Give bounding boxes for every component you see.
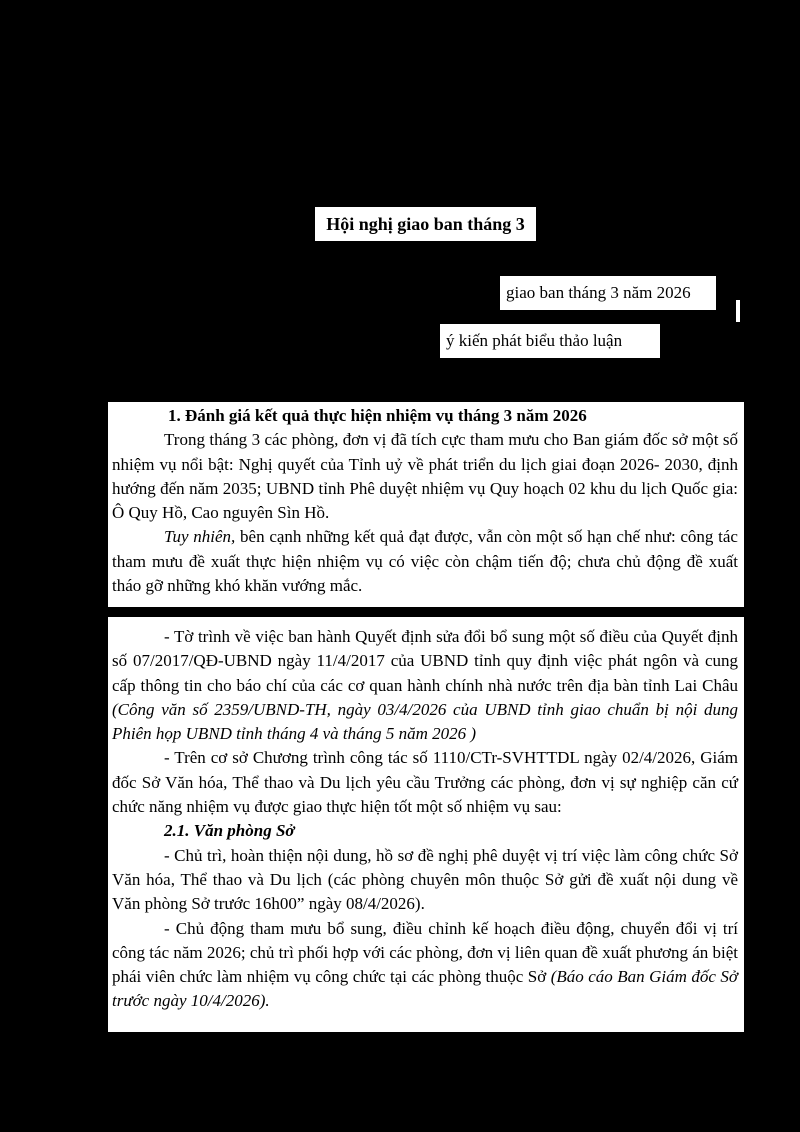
paragraph-text: - Tờ trình về việc ban hành Quyết định sửa đổi bổ sung một số điều của Quyết định số 07/2017/QĐ-UBND ngày 11/4/2017 của UBND tỉnh quy định việc phát ngôn và cung cấp thông tin cho báo chí của các cơ quan hành chính nhà nước trên địa bàn tỉnh Lai Châu <box>112 627 738 695</box>
section-2-paragraph-4 <box>112 917 738 1014</box>
section-2-block <box>108 617 744 1032</box>
section-1-paragraph-1: Trong tháng 3 các phòng, đơn vị đã tích cực tham mưu cho Ban giám đốc sở một số nhiệm vụ nổi bật: Nghị quyết của Tỉnh uỷ về phát triển du lịch giai đoạn 2026- 2030, định hướng đến năm 2035; UBND tỉnh Phê duyệt nhiệm vụ Quy hoạch 02 khu du lịch Quốc gia: Ô Quy Hồ, Cao nguyên Sìn Hồ. <box>112 430 738 523</box>
paragraph-text: - Chủ động tham mưu bổ sung, điều chỉnh kế hoạch điều động, chuyển đổi vị trí công tác năm 2026; chủ trì phối hợp với các phòng, đơn vị liên quan đề xuất phương án biệt phái viên chức làm nhiệm vụ công chức tại các phòng thuộc Sở <box>112 918 738 987</box>
section-1-block <box>108 402 744 607</box>
paragraph-text: bên cạnh những kết quả đạt được, vẫn còn một số hạn chế như: công tác tham mưu đề xuất thực hiện nhiệm vụ có việc còn chậm tiến độ; chưa chủ động đề xuất tháo gỡ những khó khăn vướng mắc. <box>112 527 738 596</box>
section-1-paragraph-2 <box>112 525 738 598</box>
text-fragment-discussion: ý kiến phát biểu thảo luận <box>440 324 660 358</box>
section-2-paragraph-3: - Chủ trì, hoàn thiện nội dung, hồ sơ đề nghị phê duyệt vị trí việc làm công chức Sở Văn hóa, Thể thao và Du lịch (các phòng chuyên môn thuộc Sở gửi đề xuất nội dung về Văn phòng Sở trước 16h00” ngày 08/4/2026). <box>112 845 738 914</box>
section-2-paragraph-2: - Trên cơ sở Chương trình công tác số 1110/CTr-SVHTTDL ngày 02/4/2026, Giám đốc Sở Văn hóa, Thể thao và Du lịch yêu cầu Trưởng các phòng, đơn vị sự nghiệp căn cứ chức năng nhiệm vụ được giao thực hiện tốt một số nhiệm vụ sau: <box>112 748 738 817</box>
document-title: Hội nghị giao ban tháng 3 <box>315 207 536 241</box>
deadline-text: (Báo cáo Ban Giám đốc Sở trước ngày 10/4/2026). <box>112 967 738 1011</box>
emphasis-text: Tuy nhiên, <box>164 527 236 547</box>
subsection-heading: 2.1. Văn phòng Sở <box>164 821 295 841</box>
citation-text: (Công văn số 2359/UBND-TH, ngày 03/4/2026 của UBND tỉnh giao chuẩn bị nội dung Phiên họp UBND tỉnh tháng 4 và tháng 5 năm 2026 ) <box>112 699 738 744</box>
section-2-paragraph-1 <box>112 625 738 746</box>
section-1-heading: 1. Đánh giá kết quả thực hiện nhiệm vụ tháng 3 năm 2026 <box>168 406 587 425</box>
margin-mark <box>736 300 740 322</box>
text-fragment-meeting: giao ban tháng 3 năm 2026 <box>500 276 716 310</box>
